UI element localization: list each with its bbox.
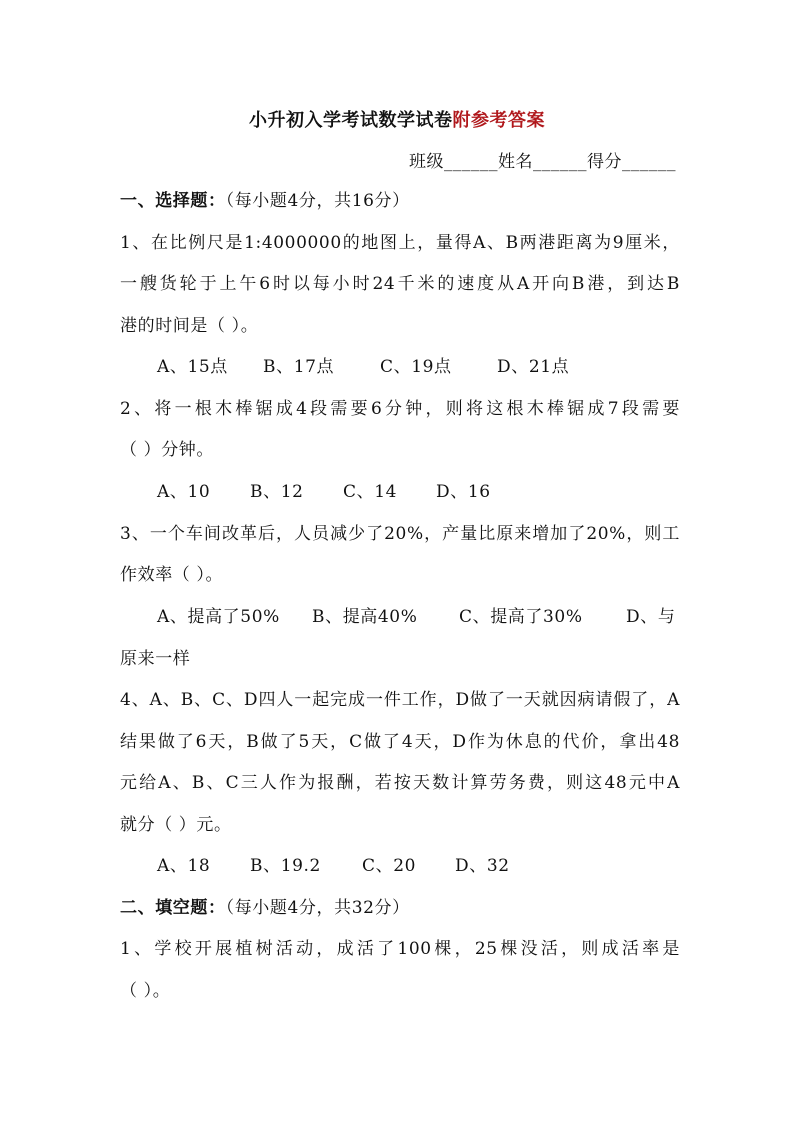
question-4-line-2: 结果做了6天，B做了5天，C做了4天，D作为休息的代价，拿出48 [120,732,680,752]
section-heading-note: （每小题4分，共32分） [225,898,410,918]
option-d: D、与 [626,607,676,627]
question-1-options [157,355,677,379]
option-b: B、12 [250,482,304,502]
question-2-line-1: 2、将一根木棒锯成4段需要6分钟，则将这根木棒锯成7段需要 [120,399,680,419]
option-c: C、提高了30% [459,607,583,627]
question-2-options [157,480,677,504]
option-c: C、19点 [380,357,452,377]
question-2-line-2: （ ）分钟。 [120,440,215,460]
question-4-line-4: 就分（ ）元。 [120,815,232,835]
student-info-line: 班级______姓名______得分______ [409,152,676,172]
option-b: B、19.2 [250,856,321,876]
option-c: C、14 [343,482,398,502]
option-b: B、提高40% [312,607,418,627]
question-3-line-2: 作效率（ ）。 [120,565,224,585]
option-a: A、提高了50% [157,607,280,627]
section-heading-fill [120,896,680,920]
option-c: C、20 [362,856,417,876]
option-a: A、18 [157,856,211,876]
option-b: B、17点 [263,357,335,377]
section-heading-text: 二、填空题： [120,898,226,918]
option-d: D、32 [455,856,510,876]
fill-question-1-line-2: （ ）。 [120,981,171,1001]
option-a: A、10 [157,482,211,502]
option-d: D、16 [436,482,491,502]
section-heading-choice [120,189,680,213]
section-heading-note: （每小题4分，共16分） [225,191,410,211]
question-3-line-1: 3、一个车间改革后，人员减少了20%，产量比原来增加了20%，则工 [120,524,680,544]
title-main: 小升初入学考试数学试卷 [249,110,453,131]
question-4-line-3: 元给A、B、C三人作为报酬，若按天数计算劳务费，则这48元中A [120,773,680,793]
question-4-line-1: 4、A、B、C、D四人一起完成一件工作，D做了一天就因病请假了，A [120,690,680,710]
question-4-options [157,854,677,878]
page-title [0,106,794,132]
option-d: D、21点 [497,357,570,377]
fill-question-1-line-1: 1、学校开展植树活动，成活了100棵，25棵没活，则成活率是 [120,939,680,959]
question-1-line-2: 一艘货轮于上午6时以每小时24千米的速度从A开向B港，到达B [120,274,680,294]
question-3-options [157,605,677,629]
option-a: A、15点 [157,357,228,377]
question-1-line-1: 1、在比例尺是1:4000000的地图上，量得A、B两港距离为9厘米， [120,233,680,253]
title-accent: 附参考答案 [452,110,545,131]
section-heading-text: 一、选择题： [120,191,226,211]
question-1-line-3: 港的时间是（ ）。 [120,316,259,336]
question-3-option-continuation: 原来一样 [120,649,191,669]
